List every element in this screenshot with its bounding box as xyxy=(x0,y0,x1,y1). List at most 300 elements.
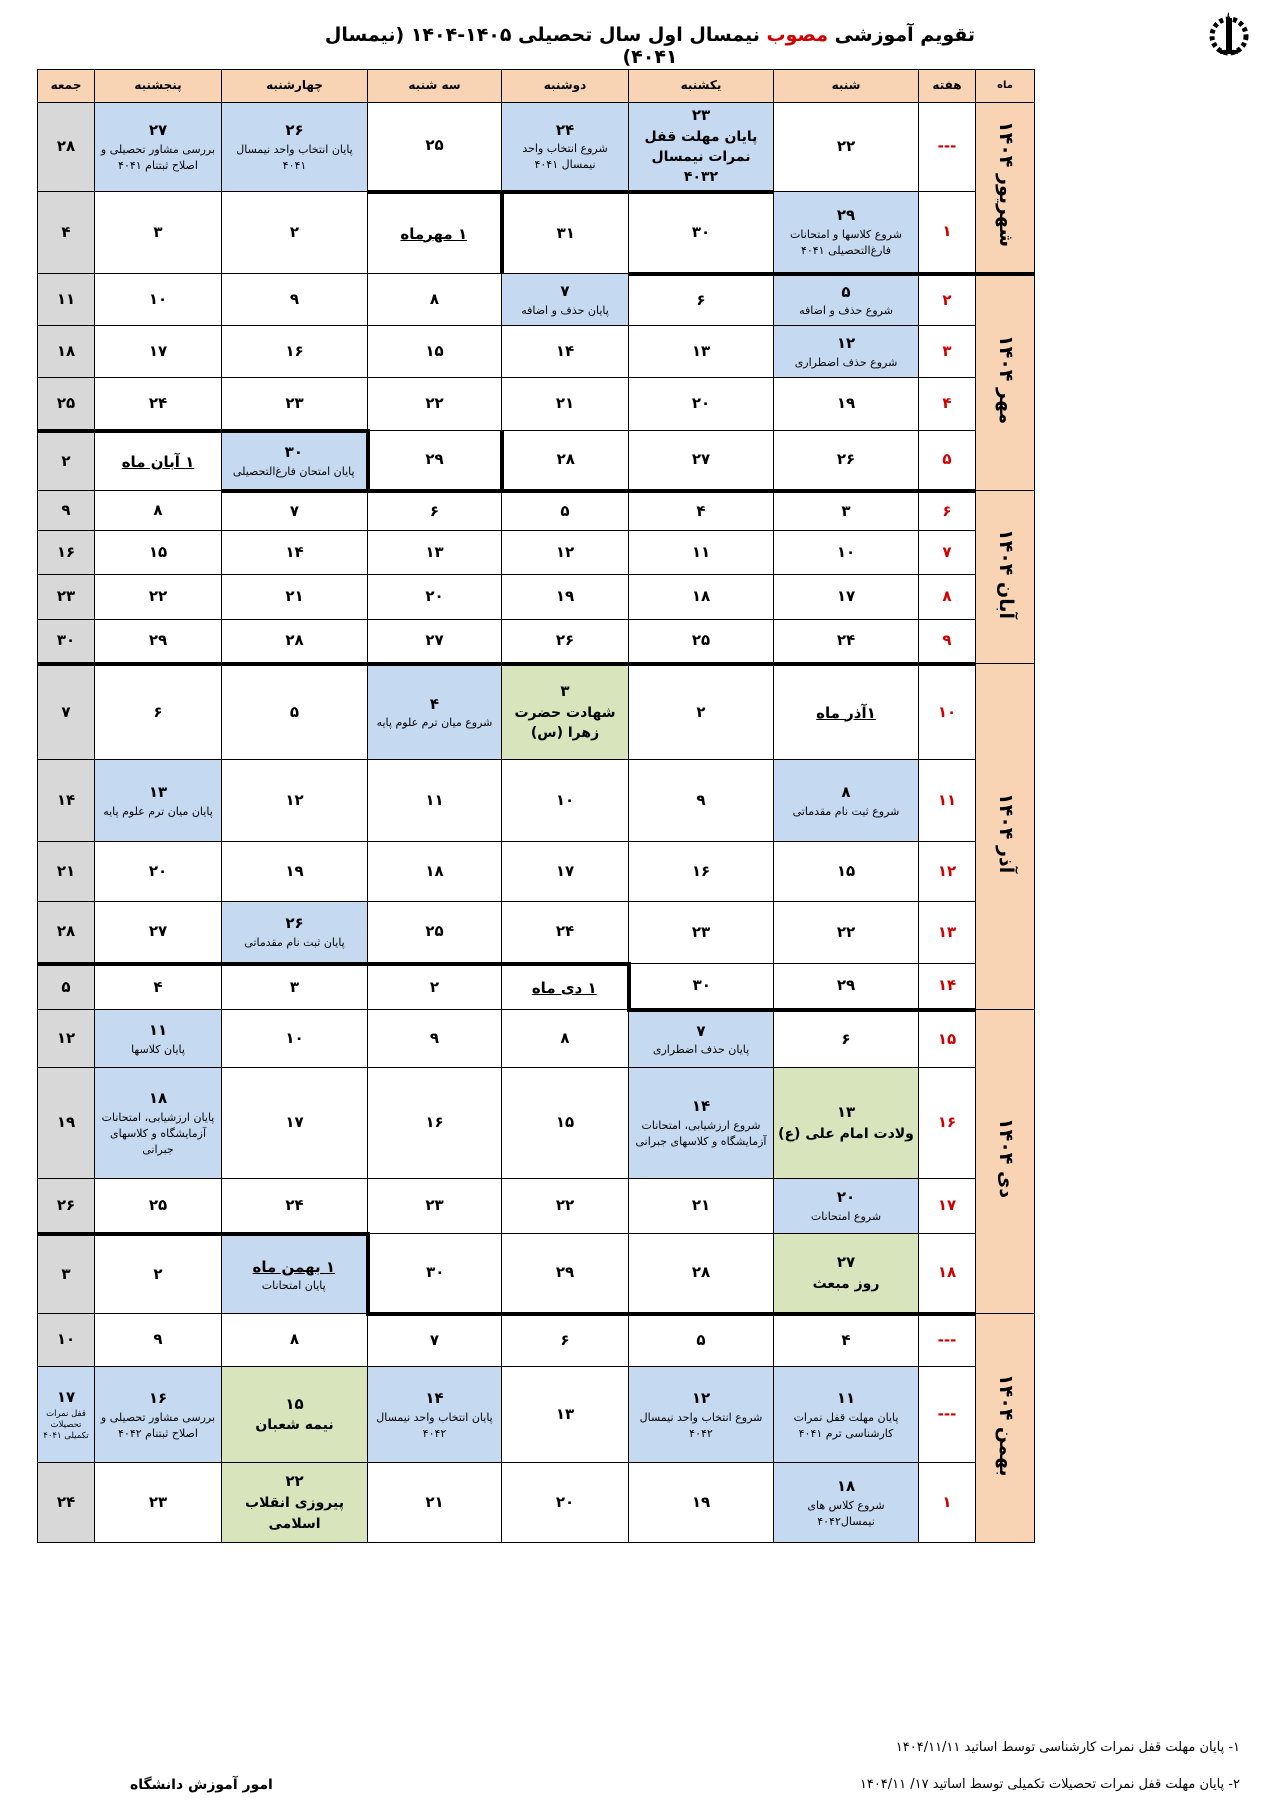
day-cell xyxy=(502,1068,629,1179)
week-number: ۵ xyxy=(919,431,976,491)
day-number: ۲۵ xyxy=(148,1195,168,1214)
day-number: ۱۶ xyxy=(148,1388,168,1407)
day-cell xyxy=(629,842,774,902)
table-row xyxy=(38,491,1035,531)
day-number: ۱۰ xyxy=(836,542,856,561)
event-text: پایان حذف اضطراری xyxy=(652,1043,750,1057)
table-row xyxy=(38,1068,1035,1179)
event-text: شروع انتخاب واحد نیمسال ۴۰۴۱ xyxy=(522,142,608,172)
week-number: ۱۸ xyxy=(919,1234,976,1314)
day-cell xyxy=(774,1010,919,1068)
day-number: ۲۷ xyxy=(691,450,711,469)
event-text: شروع امتحانات xyxy=(810,1210,882,1224)
day-number: ۲۶ xyxy=(555,631,575,650)
week-number: --- xyxy=(919,103,976,192)
day-cell xyxy=(95,964,222,1010)
day-cell xyxy=(502,531,629,575)
day-cell xyxy=(222,1234,368,1314)
day-number: ۲۷ xyxy=(148,922,168,941)
day-number: ۲۱ xyxy=(425,1492,444,1511)
friday-cell: ۴ xyxy=(38,192,95,274)
month-cell-azar xyxy=(976,664,1035,1010)
friday-cell: ۱۹ xyxy=(38,1068,95,1179)
day-cell xyxy=(95,1367,222,1463)
day-number: ۱۳ xyxy=(425,542,444,561)
day-number: ۱۶ xyxy=(691,861,711,880)
day-cell xyxy=(95,274,222,326)
day-cell xyxy=(774,1179,919,1234)
day-cell xyxy=(502,964,629,1010)
day-number: ۲۴ xyxy=(285,1195,304,1214)
day-number: ۲ xyxy=(289,222,300,241)
day-cell xyxy=(774,192,919,274)
day-number: ۲۲ xyxy=(836,137,856,156)
day-number: ۱۳ xyxy=(555,1404,575,1423)
day-cell xyxy=(774,1367,919,1463)
event-text: شروع کلاس های نیمسال۴۰۴۲ xyxy=(807,1498,885,1528)
event-text: قفل نمرات تحصیلات تکمیلی ۴۰۴۱ xyxy=(43,1408,89,1442)
day-cell xyxy=(502,103,629,192)
day-number: ۱۹ xyxy=(836,394,856,413)
day-cell xyxy=(629,1010,774,1068)
day-cell xyxy=(502,620,629,664)
day-number: ۵ xyxy=(289,702,300,721)
day-number: ۱۷ xyxy=(285,1113,304,1132)
day-number: ۹ xyxy=(429,1028,440,1047)
day-cell xyxy=(95,760,222,842)
day-cell xyxy=(222,1010,368,1068)
day-cell xyxy=(95,1010,222,1068)
month-label: دی ۱۴۰۴ xyxy=(994,1118,1017,1199)
day-cell xyxy=(222,575,368,620)
event-text: پایان میان ترم علوم پایه xyxy=(103,804,213,818)
holiday-text: روز مبعث xyxy=(812,1275,880,1292)
day-cell xyxy=(629,326,774,378)
day-number: ۲۶ xyxy=(836,450,856,469)
day-cell xyxy=(774,902,919,964)
friday-cell: ۱۱ xyxy=(38,274,95,326)
day-cell xyxy=(629,1068,774,1179)
day-cell xyxy=(629,1234,774,1314)
day-cell xyxy=(368,1010,502,1068)
day-cell xyxy=(95,1179,222,1234)
day-cell xyxy=(774,760,919,842)
friday-cell: ۱۰ xyxy=(38,1314,95,1367)
day-cell xyxy=(222,1314,368,1367)
day-cell xyxy=(368,1179,502,1234)
day-number: ۱۷ xyxy=(836,587,856,606)
day-cell xyxy=(95,491,222,531)
day-number: ۲۴ xyxy=(555,120,575,139)
day-number: ۱۱ xyxy=(691,542,711,561)
day-number: ۶ xyxy=(429,501,440,520)
day-cell xyxy=(222,664,368,760)
day-cell xyxy=(222,192,368,274)
day-number: ۱۱ xyxy=(148,1020,168,1039)
month-cell-shahrivar xyxy=(976,103,1035,274)
day-cell xyxy=(222,964,368,1010)
day-cell xyxy=(368,1234,502,1314)
day-cell xyxy=(368,531,502,575)
day-number: ۲۳ xyxy=(285,393,304,412)
friday-cell: ۲۵ xyxy=(38,378,95,431)
friday-cell: ۳ xyxy=(38,1234,95,1314)
day-cell xyxy=(95,431,222,491)
day-number: ۸ xyxy=(429,289,440,308)
friday-cell: ۱۴ xyxy=(38,760,95,842)
day-number: ۲۳ xyxy=(148,1492,168,1511)
table-row xyxy=(38,842,1035,902)
day-cell xyxy=(368,1463,502,1543)
day-number: ۱۲ xyxy=(836,333,856,352)
day-cell xyxy=(774,274,919,326)
day-cell xyxy=(222,1068,368,1179)
month-cell-bahman xyxy=(976,1314,1035,1543)
day-cell xyxy=(774,664,919,760)
day-cell xyxy=(368,274,502,326)
friday-cell: ۵ xyxy=(38,964,95,1010)
day-cell xyxy=(368,491,502,531)
day-cell xyxy=(95,620,222,664)
day-cell xyxy=(502,326,629,378)
month-start-label: ۱ مهرماه xyxy=(400,224,468,243)
day-number: ۱۱ xyxy=(425,790,444,809)
day-cell xyxy=(629,274,774,326)
day-number: ۳۰ xyxy=(426,1263,445,1282)
day-cell xyxy=(368,378,502,431)
day-number: ۲۵ xyxy=(425,922,444,941)
day-cell xyxy=(222,902,368,964)
day-cell xyxy=(774,842,919,902)
academic-calendar-table xyxy=(37,69,1035,1543)
day-cell xyxy=(502,902,629,964)
day-cell xyxy=(629,1179,774,1234)
day-cell xyxy=(95,575,222,620)
week-number: --- xyxy=(919,1314,976,1367)
friday-cell: ۲۶ xyxy=(38,1179,95,1234)
day-number: ۲۶ xyxy=(285,121,304,140)
header-thursday: پنجشنبه xyxy=(95,70,222,103)
day-cell xyxy=(774,1314,919,1367)
day-cell xyxy=(502,1367,629,1463)
day-cell xyxy=(629,575,774,620)
event-text: پایان ارزشیابی، امتحانات آزمایشگاه و کلاسهای جبرانی xyxy=(101,1111,215,1156)
day-number: ۲۵ xyxy=(425,136,444,155)
day-cell xyxy=(368,902,502,964)
day-cell xyxy=(774,326,919,378)
friday-cell: ۲۸ xyxy=(38,902,95,964)
day-number: ۲۴ xyxy=(148,393,168,412)
table-row xyxy=(38,760,1035,842)
table-row xyxy=(38,326,1035,378)
holiday-cell xyxy=(222,1367,368,1463)
day-number: ۲۷ xyxy=(425,631,444,650)
day-cell xyxy=(502,378,629,431)
day-number: ۶ xyxy=(560,1331,570,1350)
day-cell xyxy=(368,192,502,274)
day-number: ۵ xyxy=(696,1331,706,1350)
day-number: ۱۲ xyxy=(555,542,575,561)
table-row xyxy=(38,192,1035,274)
month-start-label: ۱ دی ماه xyxy=(531,978,597,997)
day-number: ۲۲ xyxy=(148,587,168,606)
month-start-label: ۱ آبان ماه xyxy=(121,452,195,471)
day-number: ۲ xyxy=(429,977,440,996)
event-text: شروع ارزشیابی، امتحانات آزمایشگاه و کلاسهای جبرانی xyxy=(635,1119,767,1149)
header-saturday: شنبه xyxy=(774,70,919,103)
day-cell xyxy=(95,1463,222,1543)
day-cell xyxy=(502,1234,629,1314)
day-cell xyxy=(368,1068,502,1179)
event-text: پایان امتحانات xyxy=(261,1279,326,1293)
event-text: پایان انتخاب واحد نیمسال ۴۰۴۲ xyxy=(376,1410,493,1440)
day-number: ۲۸ xyxy=(556,450,575,469)
week-number: ۱۷ xyxy=(919,1179,976,1234)
day-cell xyxy=(629,491,774,531)
day-cell xyxy=(774,1463,919,1543)
header-monday: دوشنبه xyxy=(502,70,629,103)
table-row xyxy=(38,531,1035,575)
day-number: ۱۸ xyxy=(691,587,711,606)
title-text: تقویم آموزشی xyxy=(828,24,976,46)
month-label: آبان ۱۴۰۴ xyxy=(994,529,1017,620)
day-number: ۷ xyxy=(560,281,570,300)
week-number: ۱۲ xyxy=(919,842,976,902)
event-text: شروع حذف و اضافه xyxy=(799,304,893,318)
day-number: ۱۴ xyxy=(691,1097,711,1116)
day-number: ۶ xyxy=(841,1029,851,1048)
day-cell xyxy=(95,192,222,274)
header-week: هفته xyxy=(919,70,976,103)
table-row xyxy=(38,1010,1035,1068)
day-number: ۲۹ xyxy=(836,206,856,225)
day-number: ۲۰ xyxy=(555,1492,575,1511)
holiday-cell xyxy=(774,1234,919,1314)
day-number: ۴ xyxy=(841,1331,851,1350)
week-number: ۴ xyxy=(919,378,976,431)
friday-cell: ۱۶ xyxy=(38,531,95,575)
day-cell xyxy=(222,620,368,664)
day-cell xyxy=(368,664,502,760)
week-number: ۱۰ xyxy=(919,664,976,760)
header-sunday: یکشنبه xyxy=(629,70,774,103)
day-number: ۲۲ xyxy=(285,1472,304,1491)
day-cell xyxy=(368,575,502,620)
table-row xyxy=(38,431,1035,491)
day-number: ۲۰ xyxy=(691,394,711,413)
day-cell xyxy=(502,491,629,531)
day-number: ۱۵ xyxy=(836,861,856,880)
day-cell xyxy=(95,326,222,378)
day-number: ۳۰ xyxy=(284,442,303,461)
day-number: ۶ xyxy=(153,702,163,721)
event-text: شروع ثبت نام مقدماتی xyxy=(792,804,900,818)
month-cell-mehr xyxy=(976,274,1035,491)
footnote-2: ۲- پایان مهلت قفل نمرات تحصیلات تکمیلی توسط اساتید ۱۷/ ۱۴۰۴/۱۱ xyxy=(859,1777,1240,1792)
day-number: ۲۳ xyxy=(425,1196,444,1215)
event-text: شروع کلاسها و امتحانات فارغ‌التحصیلی ۴۰۴۱ xyxy=(790,227,902,257)
day-cell xyxy=(774,964,919,1010)
day-cell xyxy=(629,1367,774,1463)
friday-cell xyxy=(38,1367,95,1463)
table-row xyxy=(38,620,1035,664)
day-cell xyxy=(502,575,629,620)
day-cell xyxy=(222,842,368,902)
table-row xyxy=(38,1367,1035,1463)
day-number: ۱۵ xyxy=(285,1394,304,1413)
friday-cell: ۳۰ xyxy=(38,620,95,664)
day-number: ۱۲ xyxy=(691,1388,711,1407)
day-cell xyxy=(95,902,222,964)
day-number: ۱۹ xyxy=(285,861,304,880)
month-label: آذر ۱۴۰۴ xyxy=(994,793,1017,874)
day-cell xyxy=(222,103,368,192)
day-number: ۹ xyxy=(696,790,706,809)
event-text: پایان مهلت قفل نمرات نیمسال ۴۰۳۲ xyxy=(644,128,758,186)
day-number: ۱۵ xyxy=(555,1113,575,1132)
day-number: ۲۹ xyxy=(425,450,444,469)
day-cell xyxy=(222,274,368,326)
day-number: ۱۹ xyxy=(691,1492,711,1511)
day-number: ۲۵ xyxy=(691,631,711,650)
week-number: --- xyxy=(919,1367,976,1463)
day-number: ۲۸ xyxy=(285,631,304,650)
day-number: ۲۹ xyxy=(836,976,856,995)
day-number: ۴ xyxy=(153,977,163,996)
day-cell xyxy=(95,378,222,431)
day-cell xyxy=(502,1010,629,1068)
day-number: ۱۳ xyxy=(691,341,711,360)
table-row xyxy=(38,378,1035,431)
day-cell xyxy=(774,431,919,491)
day-number: ۵ xyxy=(560,501,570,520)
day-cell xyxy=(502,1463,629,1543)
week-number: ۳ xyxy=(919,326,976,378)
office-signature: امور آموزش دانشگاه xyxy=(130,1777,273,1793)
day-number: ۱۸ xyxy=(836,1476,856,1495)
day-cell xyxy=(95,1234,222,1314)
day-cell xyxy=(368,842,502,902)
month-cell-aban xyxy=(976,491,1035,664)
day-cell xyxy=(502,431,629,491)
day-number: ۷ xyxy=(429,1331,440,1350)
friday-cell: ۲۳ xyxy=(38,575,95,620)
day-number: ۹ xyxy=(153,1330,163,1349)
day-cell xyxy=(629,1463,774,1543)
day-cell xyxy=(502,192,629,274)
day-number: ۱۸ xyxy=(425,861,444,880)
day-number: ۲ xyxy=(696,702,706,721)
day-cell xyxy=(368,431,502,491)
header-tuesday: سه شنبه xyxy=(368,70,502,103)
day-number: ۳ xyxy=(560,682,570,701)
month-label: بهمن ۱۴۰۴ xyxy=(994,1373,1017,1477)
day-cell xyxy=(95,103,222,192)
table-row xyxy=(38,1314,1035,1367)
page-title xyxy=(300,24,1000,68)
day-cell xyxy=(222,760,368,842)
day-cell xyxy=(629,1314,774,1367)
event-text: پایان امتحان فارغ‌التحصیلی xyxy=(232,464,355,478)
holiday-text: ولادت امام علی (ع) xyxy=(778,1125,914,1142)
holiday-text: نیمه شعبان xyxy=(255,1417,334,1434)
day-number: ۱۷ xyxy=(56,1388,76,1407)
day-number: ۱۸ xyxy=(148,1089,168,1108)
day-number: ۱۰ xyxy=(148,289,168,308)
day-cell xyxy=(774,378,919,431)
day-cell xyxy=(774,575,919,620)
event-text: شروع حذف اضطراری xyxy=(794,355,898,369)
day-number: ۱۴ xyxy=(285,542,304,561)
day-cell xyxy=(502,274,629,326)
day-number: ۲۰ xyxy=(425,587,444,606)
month-start-label: ۱آذر ماه xyxy=(816,703,876,722)
holiday-text: پیروزی انقلاب اسلامی xyxy=(245,1495,344,1532)
day-number: ۱۳ xyxy=(836,1103,856,1122)
day-cell xyxy=(222,431,368,491)
friday-cell: ۲۸ xyxy=(38,103,95,192)
day-number: ۲۰ xyxy=(836,1188,856,1207)
day-cell xyxy=(774,103,919,192)
day-cell xyxy=(502,1179,629,1234)
day-number: ۳۱ xyxy=(556,223,575,242)
table-row xyxy=(38,1179,1035,1234)
week-number: ۱۳ xyxy=(919,902,976,964)
week-number: ۲ xyxy=(919,274,976,326)
day-cell xyxy=(222,378,368,431)
day-number: ۸ xyxy=(289,1330,300,1349)
day-number: ۲۶ xyxy=(285,914,304,933)
day-number: ۷ xyxy=(289,501,300,520)
day-number: ۲۸ xyxy=(691,1263,711,1282)
table-row xyxy=(38,964,1035,1010)
day-number: ۱۵ xyxy=(148,542,168,561)
day-number: ۱۴ xyxy=(425,1388,444,1407)
day-cell xyxy=(774,491,919,531)
day-number: ۱۹ xyxy=(555,587,575,606)
day-cell xyxy=(368,103,502,192)
week-number: ۱۱ xyxy=(919,760,976,842)
day-cell xyxy=(95,531,222,575)
university-logo-icon xyxy=(1204,10,1254,70)
day-number: ۸ xyxy=(153,500,163,519)
table-row xyxy=(38,664,1035,760)
day-number: ۲۹ xyxy=(148,631,168,650)
day-number: ۴ xyxy=(696,501,706,520)
month-label: شهریور ۱۴۰۴ xyxy=(994,121,1017,248)
week-number: ۱۵ xyxy=(919,1010,976,1068)
day-number: ۳۰ xyxy=(692,976,711,995)
friday-cell: ۲۴ xyxy=(38,1463,95,1543)
day-number: ۲۲ xyxy=(836,922,856,941)
day-number: ۲۹ xyxy=(555,1263,575,1282)
day-number: ۱۶ xyxy=(425,1113,444,1132)
day-cell xyxy=(95,1314,222,1367)
day-number: ۲۱ xyxy=(285,587,304,606)
month-start-label: ۱ بهمن ماه xyxy=(252,1257,335,1276)
day-number: ۱۳ xyxy=(148,782,168,801)
event-text: پایان ثبت نام مقدماتی xyxy=(244,935,345,949)
day-number: ۲۱ xyxy=(691,1196,711,1215)
week-number: ۶ xyxy=(919,491,976,531)
day-cell xyxy=(222,326,368,378)
week-number: ۱۶ xyxy=(919,1068,976,1179)
day-cell xyxy=(222,1179,368,1234)
friday-cell: ۱۸ xyxy=(38,326,95,378)
header-wednesday: چهارشنبه xyxy=(222,70,368,103)
event-text: پایان حذف و اضافه xyxy=(521,303,609,317)
friday-cell: ۹ xyxy=(38,491,95,531)
